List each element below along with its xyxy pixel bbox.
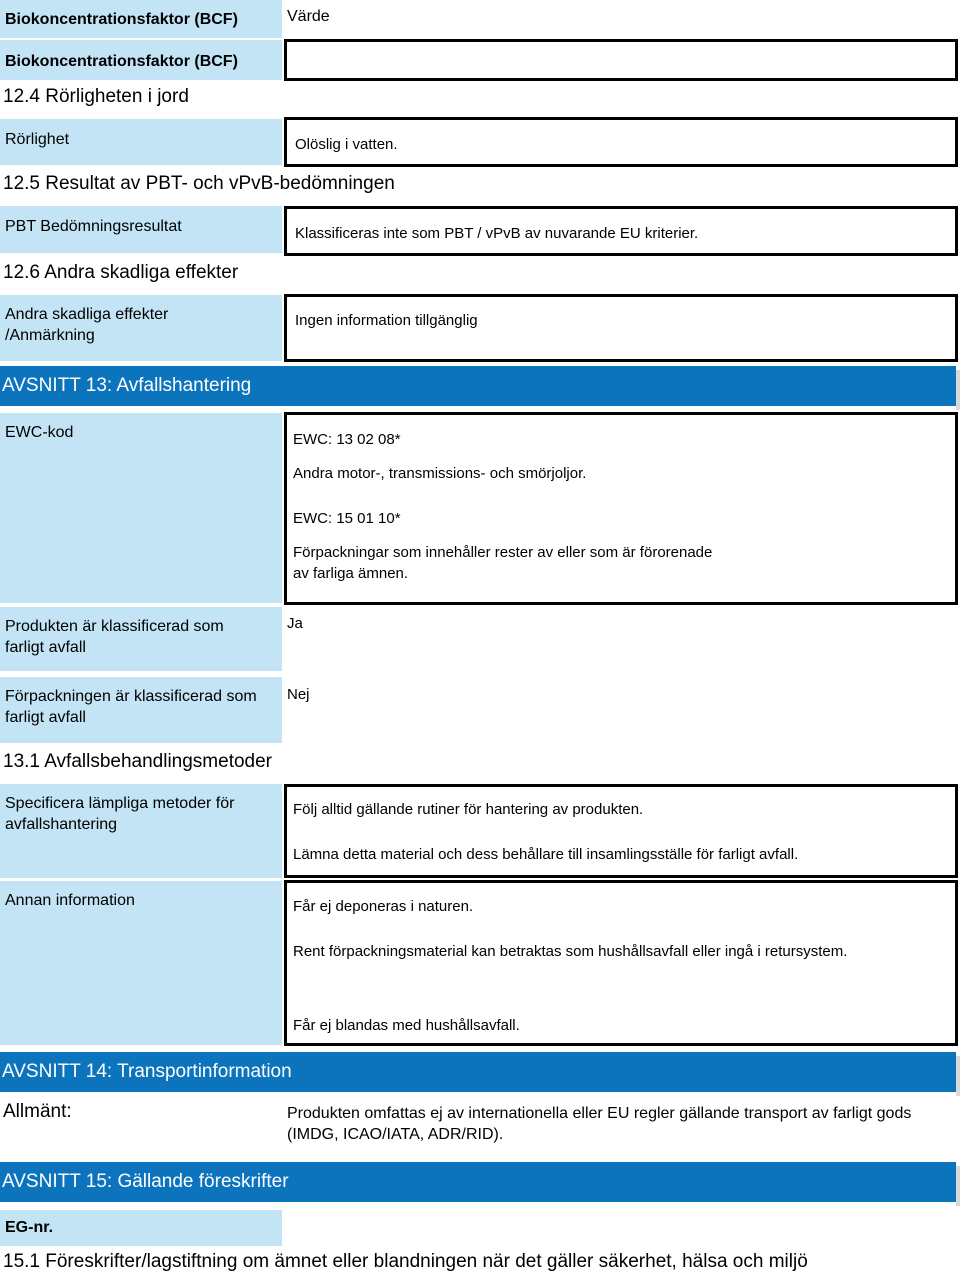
heading-12-5: 12.5 Resultat av PBT- och vPvB-bedömningen xyxy=(3,173,395,194)
methods-line-1: Följ alltid gällande rutiner för hantering av produkten. xyxy=(293,801,644,818)
banner-shadow xyxy=(956,1166,960,1206)
packaging-hazardous-value: Nej xyxy=(287,686,310,703)
ewc-line-1: EWC: 13 02 08* xyxy=(293,431,401,448)
bcf-value-box xyxy=(284,39,958,81)
other-info-value-box xyxy=(284,880,958,1046)
ewc-line-4: Förpackningar som innehåller rester av eller som är förorenade av farliga ämnen. xyxy=(293,544,713,582)
pbt-value-box: Klassificeras inte som PBT / vPvB av nuvarande EU kriterier. xyxy=(284,206,958,256)
other-line-1: Får ej deponeras i naturen. xyxy=(293,898,474,915)
methods-value-box xyxy=(284,784,958,878)
packaging-hazardous-label: Förpackningen är klassificerad som farligt avfall xyxy=(0,677,282,743)
ewc-line-2: Andra motor-, transmissions- och smörjoljor. xyxy=(293,465,587,482)
other-info-label: Annan information xyxy=(0,881,282,1045)
eg-label: EG-nr. xyxy=(0,1210,282,1246)
section-13-banner: AVSNITT 13: Avfallshantering xyxy=(0,366,956,406)
heading-13-1: 13.1 Avfallsbehandlingsmetoder xyxy=(3,751,273,772)
product-hazardous-label: Produkten är klassificerad som farligt avfall xyxy=(0,607,282,671)
other-effects-value-box: Ingen information tillgänglig xyxy=(284,294,958,362)
banner-shadow xyxy=(956,370,960,410)
heading-12-6: 12.6 Andra skadliga effekter xyxy=(3,262,239,283)
product-hazardous-value: Ja xyxy=(287,615,303,632)
section-15-banner: AVSNITT 15: Gällande föreskrifter xyxy=(0,1162,956,1202)
mobility-value-box: Olöslig i vatten. xyxy=(284,117,958,167)
pbt-label: PBT Bedömningsresultat xyxy=(0,206,282,253)
bcf-header-value: Värde xyxy=(287,8,330,25)
heading-12-4: 12.4 Rörligheten i jord xyxy=(3,86,189,107)
ewc-line-3: EWC: 15 01 10* xyxy=(293,510,401,527)
bcf-header-label: Biokoncentrationsfaktor (BCF) xyxy=(0,0,282,38)
other-line-2: Rent förpackningsmaterial kan betraktas som hushållsavfall eller ingå i retursystem. xyxy=(293,943,848,960)
banner-shadow xyxy=(956,1056,960,1096)
methods-line-2: Lämna detta material och dess behållare till insamlingsställe för farligt avfall. xyxy=(293,846,799,863)
ewc-label: EWC-kod xyxy=(0,413,282,603)
section-14-banner: AVSNITT 14: Transportinformation xyxy=(0,1052,956,1092)
methods-label: Specificera lämpliga metoder för avfallshantering xyxy=(0,784,282,878)
general-value: Produkten omfattas ej av internationella eller EU regler gällande transport av farligt gods (IMDG, ICAO/IATA, ADR/RID). xyxy=(287,1105,912,1143)
heading-15-1: 15.1 Föreskrifter/lagstiftning om ämnet eller blandningen när det gäller säkerhet, hälsa och miljö xyxy=(3,1251,808,1272)
general-label: Allmänt: xyxy=(3,1101,72,1122)
other-effects-label: Andra skadliga effekter /Anmärkning xyxy=(0,295,282,361)
bcf-label: Biokoncentrationsfaktor (BCF) xyxy=(0,40,282,80)
mobility-label: Rörlighet xyxy=(0,119,282,165)
ewc-value-box xyxy=(284,412,958,605)
other-line-3: Får ej blandas med hushållsavfall. xyxy=(293,1017,520,1034)
